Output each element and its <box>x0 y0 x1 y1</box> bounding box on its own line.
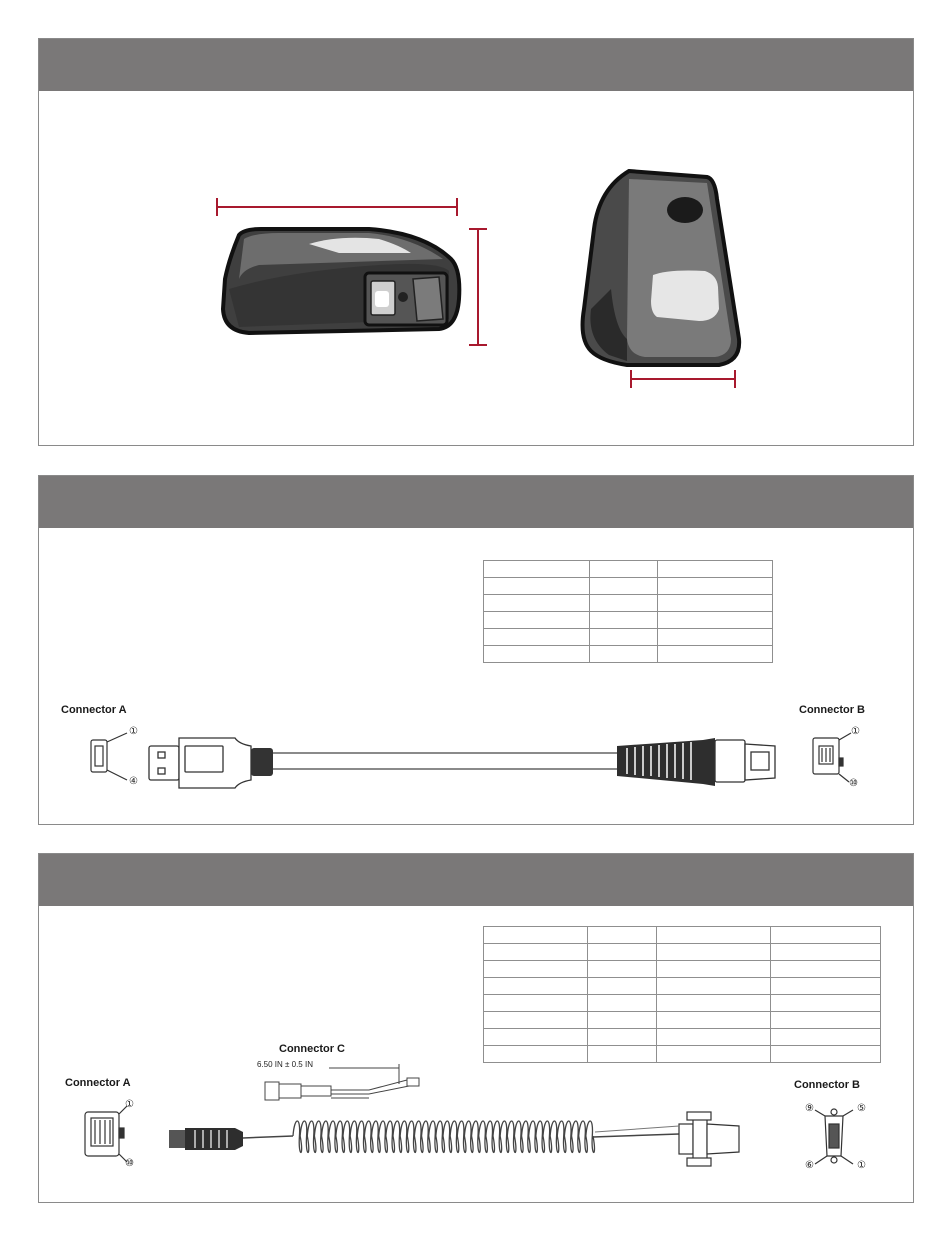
pin-label: ① <box>851 726 860 737</box>
scanner-front-view <box>583 171 740 365</box>
connector-c-drawing <box>265 1064 419 1100</box>
pin-label: ① <box>129 726 138 737</box>
coil-rj-plug <box>169 1128 243 1150</box>
coiled-cable <box>293 1121 594 1153</box>
coiled-cable-drawing <box>39 854 913 1202</box>
pin-label: ① <box>857 1160 866 1171</box>
db9-connector <box>679 1112 739 1166</box>
rj-plug <box>715 740 775 782</box>
connector-a-label: Connector A <box>65 1077 131 1089</box>
coil-straight-cable <box>243 1136 293 1138</box>
connector-a-label: Connector A <box>61 704 127 716</box>
scanner-dimension-drawing <box>39 39 913 445</box>
usb-strain-relief <box>251 748 273 776</box>
pin-label: ⑩ <box>125 1158 134 1169</box>
rj-boot <box>617 738 715 786</box>
usb-plug <box>149 738 251 788</box>
coiled-cable-panel <box>38 853 914 1203</box>
connector-b-db9-face <box>815 1109 853 1164</box>
connector-b-label: Connector B <box>799 704 865 716</box>
width-dimension-line <box>217 198 457 216</box>
pin-label: ④ <box>129 776 138 787</box>
pin-label: ⑤ <box>857 1103 866 1114</box>
connector-b-label: Connector B <box>794 1079 860 1091</box>
usb-cable-line <box>273 753 617 769</box>
depth-dimension-line <box>631 370 735 388</box>
pin-label: ⑩ <box>849 778 858 789</box>
usb-cable-drawing <box>39 476 913 824</box>
connector-a-usb-face <box>91 733 127 780</box>
connector-c-dimension: 6.50 IN ± 0.5 IN <box>257 1060 313 1069</box>
usb-cable-panel <box>38 475 914 825</box>
connector-c-lead <box>595 1126 679 1132</box>
connector-b-rj-face <box>813 733 851 782</box>
connector-c-label: Connector C <box>279 1043 345 1055</box>
pin-label: ① <box>125 1099 134 1110</box>
scanner-side-view <box>223 229 459 333</box>
coil-straight-cable-b <box>593 1134 679 1137</box>
pin-label: ⑥ <box>805 1160 814 1171</box>
connector-a-rj-face <box>85 1106 127 1162</box>
height-dimension-line <box>469 229 487 345</box>
dimensions-panel <box>38 38 914 446</box>
pin-label: ⑨ <box>805 1103 814 1114</box>
